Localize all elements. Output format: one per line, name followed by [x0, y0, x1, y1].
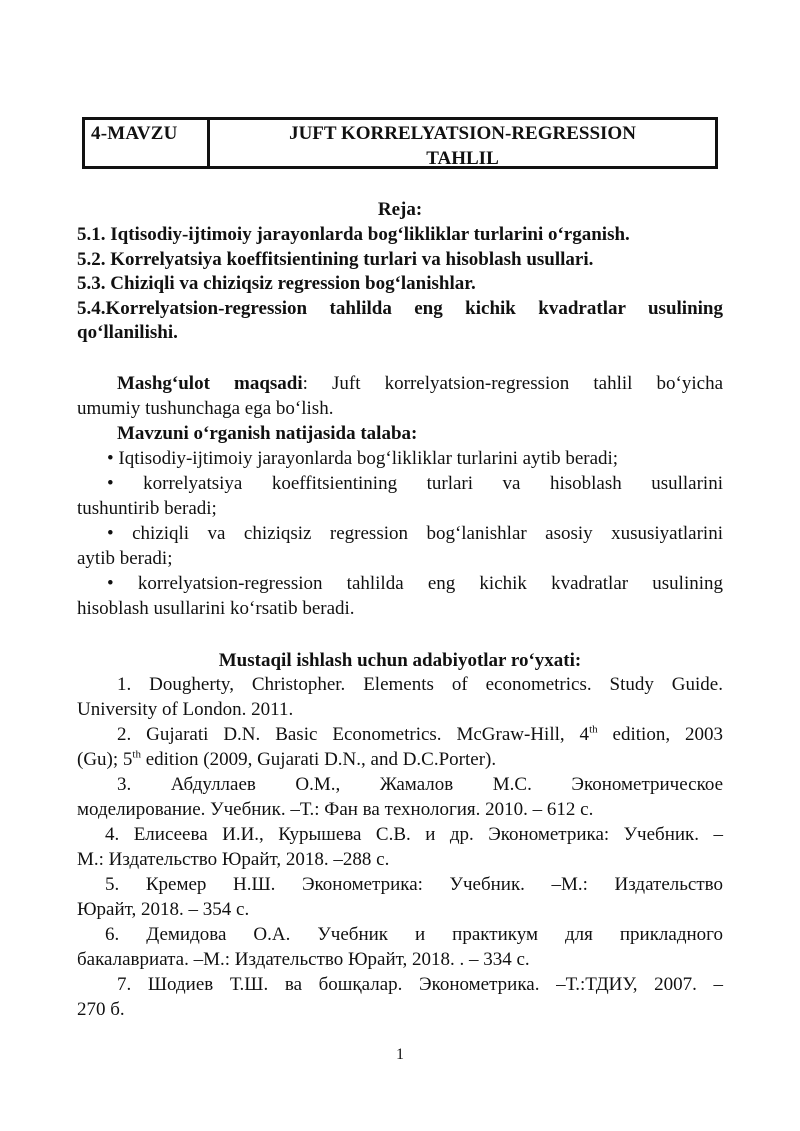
- outcomes-title: Mavzuni o‘rganish natijasida talaba:: [117, 423, 418, 444]
- reference-item: 7. Шодиев Т.Ш. ва бошқалар. Эконометрика. –Т.:ТДИУ, 2007. –: [117, 974, 723, 995]
- outcome-item: • korrelyatsiya koeffitsientining turlari va hisoblash usullarini: [107, 473, 723, 494]
- reference-item: 4. Елисеева И.И., Курышева С.В. и др. Эконометрика: Учебник. –: [105, 824, 723, 845]
- bullet-icon: •: [107, 523, 114, 544]
- reference-item-cont: моделирование. Учебник. –Т.: Фан ва технология. 2010. – 612 с.: [77, 799, 594, 820]
- goal-section: [77, 371, 723, 621]
- outcome-item: • Iqtisodiy-ijtimoiy jarayonlarda bog‘likliklar turlarini aytib beradi;: [107, 448, 619, 469]
- reference-item-cont: Юрайт, 2018. – 354 с.: [77, 899, 250, 920]
- references-title: Mustaqil ishlash uchun adabiyotlar ro‘yxati:: [218, 650, 582, 671]
- reference-item: 3. Абдуллаев О.М., Жамалов М.С. Эконометрическое: [117, 774, 723, 795]
- reference-item: 5. Кремер Н.Ш. Эконометрика: Учебник. –М.: Издательство: [105, 874, 723, 895]
- reference-item: 1. Dougherty, Christopher. Elements of econometrics. Study Guide.: [117, 674, 723, 695]
- references-list: [77, 672, 723, 1022]
- reference-item-cont: М.: Издательство Юрайт, 2018. –288 с.: [77, 849, 390, 870]
- reference-item: 2. Gujarati D.N. Basic Econometrics. McGraw-Hill, 4th edition, 2003: [117, 723, 723, 745]
- plan-list: [77, 223, 723, 346]
- reference-item: 6. Демидова О.А. Учебник и практикум для прикладного: [105, 924, 723, 945]
- plan-item: 5.3. Chiziqli va chiziqsiz regression bog‘lanishlar.: [77, 273, 476, 294]
- outcome-item-cont: tushuntirib beradi;: [77, 498, 217, 519]
- bullet-icon: •: [107, 473, 114, 494]
- goal-text: : Juft korrelyatsion-regression tahlil bo‘yicha: [302, 373, 724, 394]
- topic-title: [210, 120, 715, 169]
- plan-title: Reja:: [377, 199, 423, 220]
- topic-number: 4-MAVZU: [85, 120, 210, 166]
- plan-item: 5.2. Korrelyatsiya koeffitsientining turlari va hisoblash usullari.: [77, 248, 594, 270]
- topic-title-line: JUFT KORRELYATSION-REGRESSION: [289, 123, 636, 144]
- plan-item: 5.4.Korrelyatsion-regression tahlilda eng kichik kvadratlar usulining: [77, 297, 723, 319]
- topic-title-box: [82, 117, 718, 169]
- outcome-item-cont: hisoblash usullarini ko‘rsatib beradi.: [77, 598, 355, 619]
- bullet-icon: •: [107, 448, 114, 469]
- topic-title-line: TAHLIL: [426, 148, 499, 169]
- goal-label: Mashg‘ulot maqsadi: [117, 373, 303, 394]
- plan-item: qo‘llanilishi.: [77, 322, 178, 343]
- outcome-item-cont: aytib beradi;: [77, 548, 173, 569]
- goal-text-cont: umumiy tushunchaga ega bo‘lish.: [77, 398, 334, 419]
- plan-item: 5.1. Iqtisodiy-ijtimoiy jarayonlarda bog‘likliklar turlarini o‘rganish.: [77, 224, 630, 245]
- reference-item-cont: 270 б.: [77, 999, 125, 1020]
- reference-item-cont: University of London. 2011.: [77, 699, 294, 720]
- outcome-item: • chiziqli va chiziqsiz regression bog‘lanishlar asosiy xususiyatlarini: [107, 523, 723, 544]
- reference-item-cont: (Gu); 5th edition (2009, Gujarati D.N., and D.C.Porter).: [77, 748, 497, 770]
- goal-paragraph: [77, 371, 723, 396]
- page-number: 1: [396, 1046, 404, 1063]
- bullet-icon: •: [107, 573, 114, 594]
- outcome-item: • korrelyatsion-regression tahlilda eng kichik kvadratlar usulining: [107, 573, 723, 594]
- reference-item-cont: бакалавриата. –М.: Издательство Юрайт, 2018. . – 334 с.: [77, 949, 530, 970]
